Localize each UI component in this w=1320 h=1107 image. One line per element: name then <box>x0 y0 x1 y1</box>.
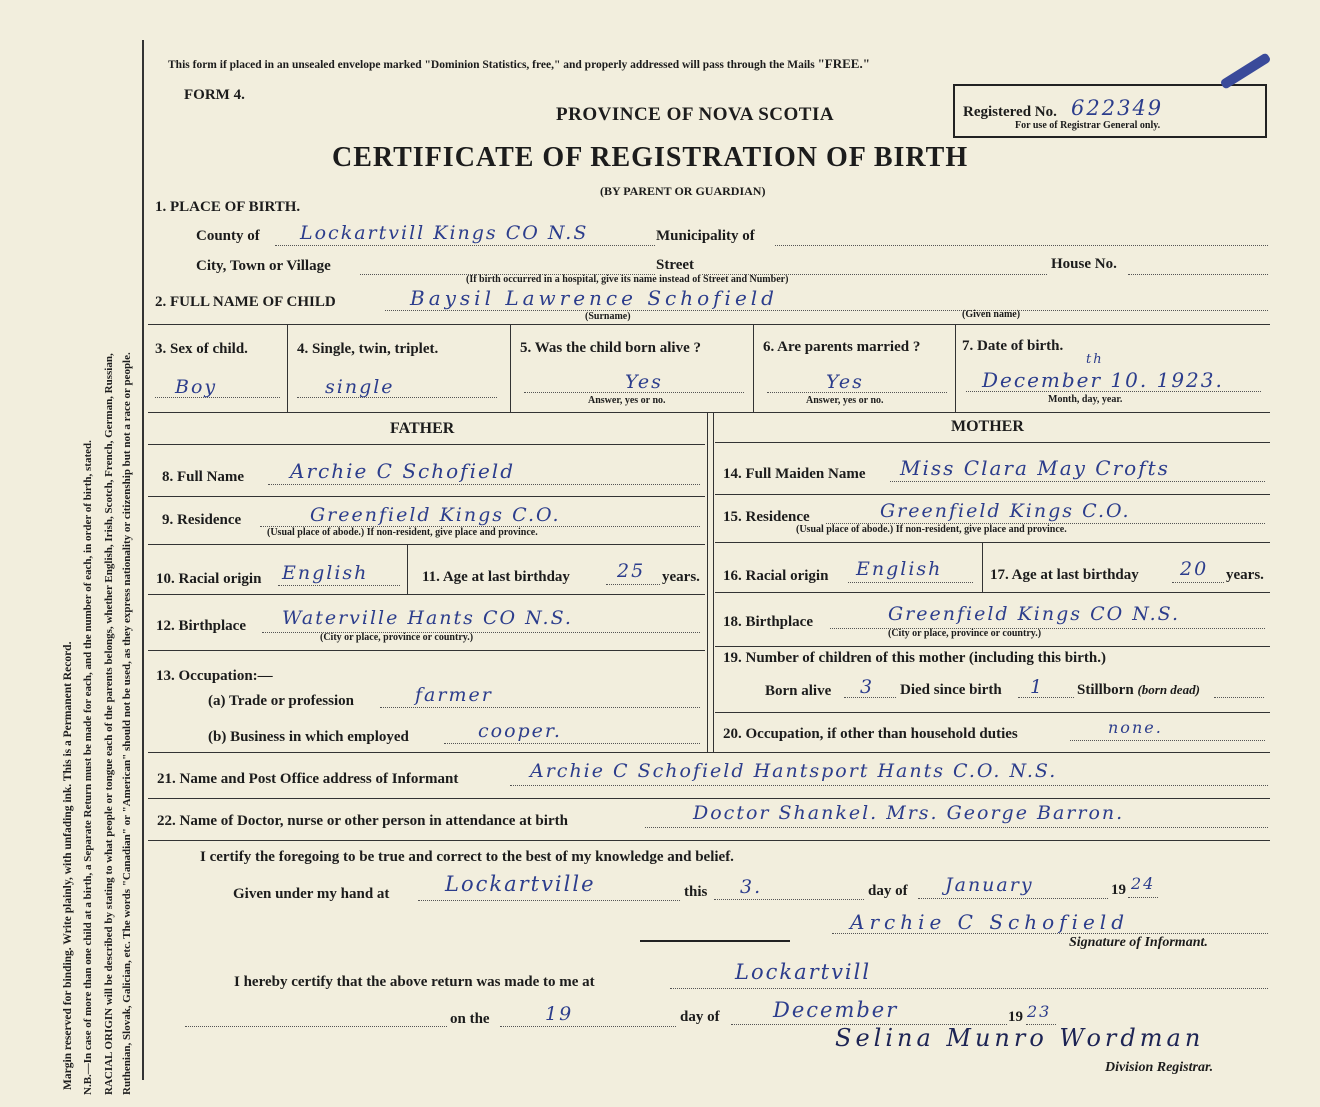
father-age-label: 11. Age at last birthday <box>422 569 570 585</box>
street-label: Street <box>656 257 695 273</box>
parents-married-note: Answer, yes or no. <box>806 395 884 406</box>
registrar-day-of-label: day of <box>680 1009 720 1025</box>
mother-name-value: Miss Clara May Crofts <box>900 456 1170 480</box>
mother-name-label: 14. Full Maiden Name <box>723 466 866 482</box>
father-birthplace-note: (City or place, province or country.) <box>320 632 474 643</box>
given-year-prefix: 19 <box>1111 882 1126 898</box>
father-trade-value: farmer <box>415 684 493 706</box>
mother-occupation-value: none. <box>1108 718 1163 737</box>
informant-certification: I certify the foregoing to be true and correct to the best of my knowledge and belief. <box>200 849 734 865</box>
birth-date-suffix: th <box>1086 352 1104 367</box>
born-alive-count-value: 3 <box>860 676 875 698</box>
mother-residence-value: Greenfield Kings C.O. <box>880 500 1131 522</box>
registered-label: Registered No. <box>963 104 1057 120</box>
registered-value: 622349 <box>1071 96 1164 120</box>
father-age-value: 25 <box>617 560 646 582</box>
father-heading: FATHER <box>390 420 455 437</box>
mother-heading: MOTHER <box>951 418 1024 435</box>
birth-date-label: 7. Date of birth. <box>962 338 1064 354</box>
parents-married-value: Yes <box>826 371 864 393</box>
father-occupation-label: 13. Occupation:— <box>156 668 273 684</box>
province-heading: PROVINCE OF NOVA SCOTIA <box>556 104 835 125</box>
father-age-unit: years. <box>662 569 700 585</box>
died-count-value: 1 <box>1030 676 1045 698</box>
registrar-day-value: 19 <box>545 1003 574 1025</box>
child-name-value: Baysil Lawrence Schofield <box>410 286 778 310</box>
informant-signature: Archie C Schofield <box>850 910 1129 934</box>
given-this-label: this <box>684 884 708 900</box>
margin-note-nationality: Ruthenian, Slovak, Galician, etc. The words "Canadian" or "American" should not be used, as they express nationality or citizenship but not a race or people. <box>121 352 133 1095</box>
registrar-place-value: Lockartvill <box>735 960 872 984</box>
born-alive-note: Answer, yes or no. <box>588 395 666 406</box>
registered-number-box <box>953 84 1267 138</box>
sex-label: 3. Sex of child. <box>155 341 248 357</box>
mail-notice: This form if placed in an unsealed envelope marked "Dominion Statistics, free," and properly addressed will pass through the Mails "FREE." <box>168 56 870 71</box>
sex-value: Boy <box>175 376 218 398</box>
mother-residence-note: (Usual place of abode.) If non-resident, give place and province. <box>796 524 1067 535</box>
given-day-of-label: day of <box>868 883 908 899</box>
mother-age-value: 20 <box>1180 558 1209 580</box>
plurality-label: 4. Single, twin, triplet. <box>297 341 439 357</box>
parents-married-label: 6. Are parents married ? <box>763 339 921 355</box>
municipality-label: Municipality of <box>656 228 755 244</box>
margin-note-permanent: Margin reserved for binding. Write plainly, with unfading ink. This is a Permanent Record. <box>62 641 74 1090</box>
registrar-on-the-label: on the <box>450 1011 490 1027</box>
county-label: County of <box>196 228 260 244</box>
given-at-value: Lockartville <box>445 872 596 896</box>
father-name-value: Archie C Schofield <box>290 459 515 483</box>
father-birthplace-label: 12. Birthplace <box>156 618 246 634</box>
child-name-label: 2. FULL NAME OF CHILD <box>155 294 336 310</box>
margin-note-separate-return: N.B.—In case of more than one child at a birth, a Separate Return must be made for each, and the number of each, in order of birth, stated. <box>82 440 94 1095</box>
given-day-value: 3. <box>740 876 763 898</box>
binding-margin <box>0 0 145 1107</box>
given-at-label: Given under my hand at <box>233 886 390 902</box>
birth-date-value: December 10. 1923. <box>982 368 1224 392</box>
county-value: Lockartvill Kings CO N.S <box>300 222 589 244</box>
mother-race-label: 16. Racial origin <box>723 568 829 584</box>
father-residence-note: (Usual place of abode.) If non-resident, give place and province. <box>267 527 538 538</box>
father-race-label: 10. Racial origin <box>156 571 262 587</box>
mother-birthplace-value: Greenfield Kings CO N.S. <box>888 603 1181 625</box>
mother-residence-label: 15. Residence <box>723 509 810 525</box>
father-business-label: (b) Business in which employed <box>208 729 409 745</box>
registrar-note: For use of Registrar General only. <box>1015 120 1161 131</box>
registrar-year-prefix: 19 <box>1008 1009 1023 1025</box>
mother-birthplace-note: (City or place, province or country.) <box>888 628 1042 639</box>
informant-signature-label: Signature of Informant. <box>1069 935 1208 950</box>
informant-value: Archie C Schofield Hantsport Hants C.O. N.S. <box>530 760 1058 782</box>
attendant-label: 22. Name of Doctor, nurse or other person in attendance at birth <box>157 813 568 829</box>
born-alive-label: 5. Was the child born alive ? <box>520 340 701 356</box>
place-of-birth-heading: 1. PLACE OF BIRTH. <box>155 199 301 215</box>
father-residence-label: 9. Residence <box>162 512 242 528</box>
plurality-value: single <box>325 376 395 398</box>
page-title: CERTIFICATE OF REGISTRATION OF BIRTH <box>332 142 969 173</box>
registrar-year-value: 23 <box>1027 1002 1052 1021</box>
children-count-label: 19. Number of children of this mother (including this birth.) <box>723 650 1106 666</box>
surname-note: (Surname) <box>585 311 631 322</box>
registrar-certification: I hereby certify that the above return was made to me at <box>234 974 595 990</box>
mother-race-value: English <box>856 558 943 580</box>
father-residence-value: Greenfield Kings C.O. <box>310 504 561 526</box>
born-alive-value: Yes <box>625 371 663 393</box>
margin-note-racial-origin: RACIAL ORIGIN will be described by stating to what people or tongue each of the parents belongs, whether English, Irish, Scotch, French, German, Russian, <box>103 353 115 1095</box>
stillborn-label: Stillborn (born dead) <box>1077 682 1200 698</box>
page-subtitle: (BY PARENT OR GUARDIAN) <box>600 184 766 198</box>
father-business-value: cooper. <box>478 720 562 742</box>
hospital-note: (If birth occurred in a hospital, give its name instead of Street and Number) <box>466 274 789 285</box>
informant-label: 21. Name and Post Office address of Informant <box>157 771 459 787</box>
father-name-label: 8. Full Name <box>162 469 245 485</box>
given-month-value: January <box>945 874 1034 896</box>
father-birthplace-value: Waterville Hants CO N.S. <box>282 607 573 629</box>
mother-birthplace-label: 18. Birthplace <box>723 614 813 630</box>
died-count-label: Died since birth <box>900 682 1002 698</box>
mother-occupation-label: 20. Occupation, if other than household duties <box>723 726 1018 742</box>
mother-age-label: 17. Age at last birthday <box>990 567 1139 583</box>
father-trade-label: (a) Trade or profession <box>208 693 354 709</box>
given-year-value: 24 <box>1131 874 1156 893</box>
city-label: City, Town or Village <box>196 258 331 274</box>
form-number: FORM 4. <box>184 87 245 103</box>
registrar-month-value: December <box>773 998 899 1022</box>
birth-date-note: Month, day, year. <box>1048 394 1123 405</box>
given-name-note: (Given name) <box>962 309 1021 320</box>
father-race-value: English <box>282 562 369 584</box>
born-alive-count-label: Born alive <box>765 683 832 699</box>
attendant-value: Doctor Shankel. Mrs. George Barron. <box>693 802 1125 824</box>
mother-age-unit: years. <box>1226 567 1264 583</box>
registrar-signature: Selina Munro Wordman <box>835 1024 1205 1052</box>
house-number-label: House No. <box>1051 256 1117 272</box>
section-divider <box>640 940 790 942</box>
margin-rule <box>142 40 144 1080</box>
registrar-title: Division Registrar. <box>1105 1060 1214 1075</box>
